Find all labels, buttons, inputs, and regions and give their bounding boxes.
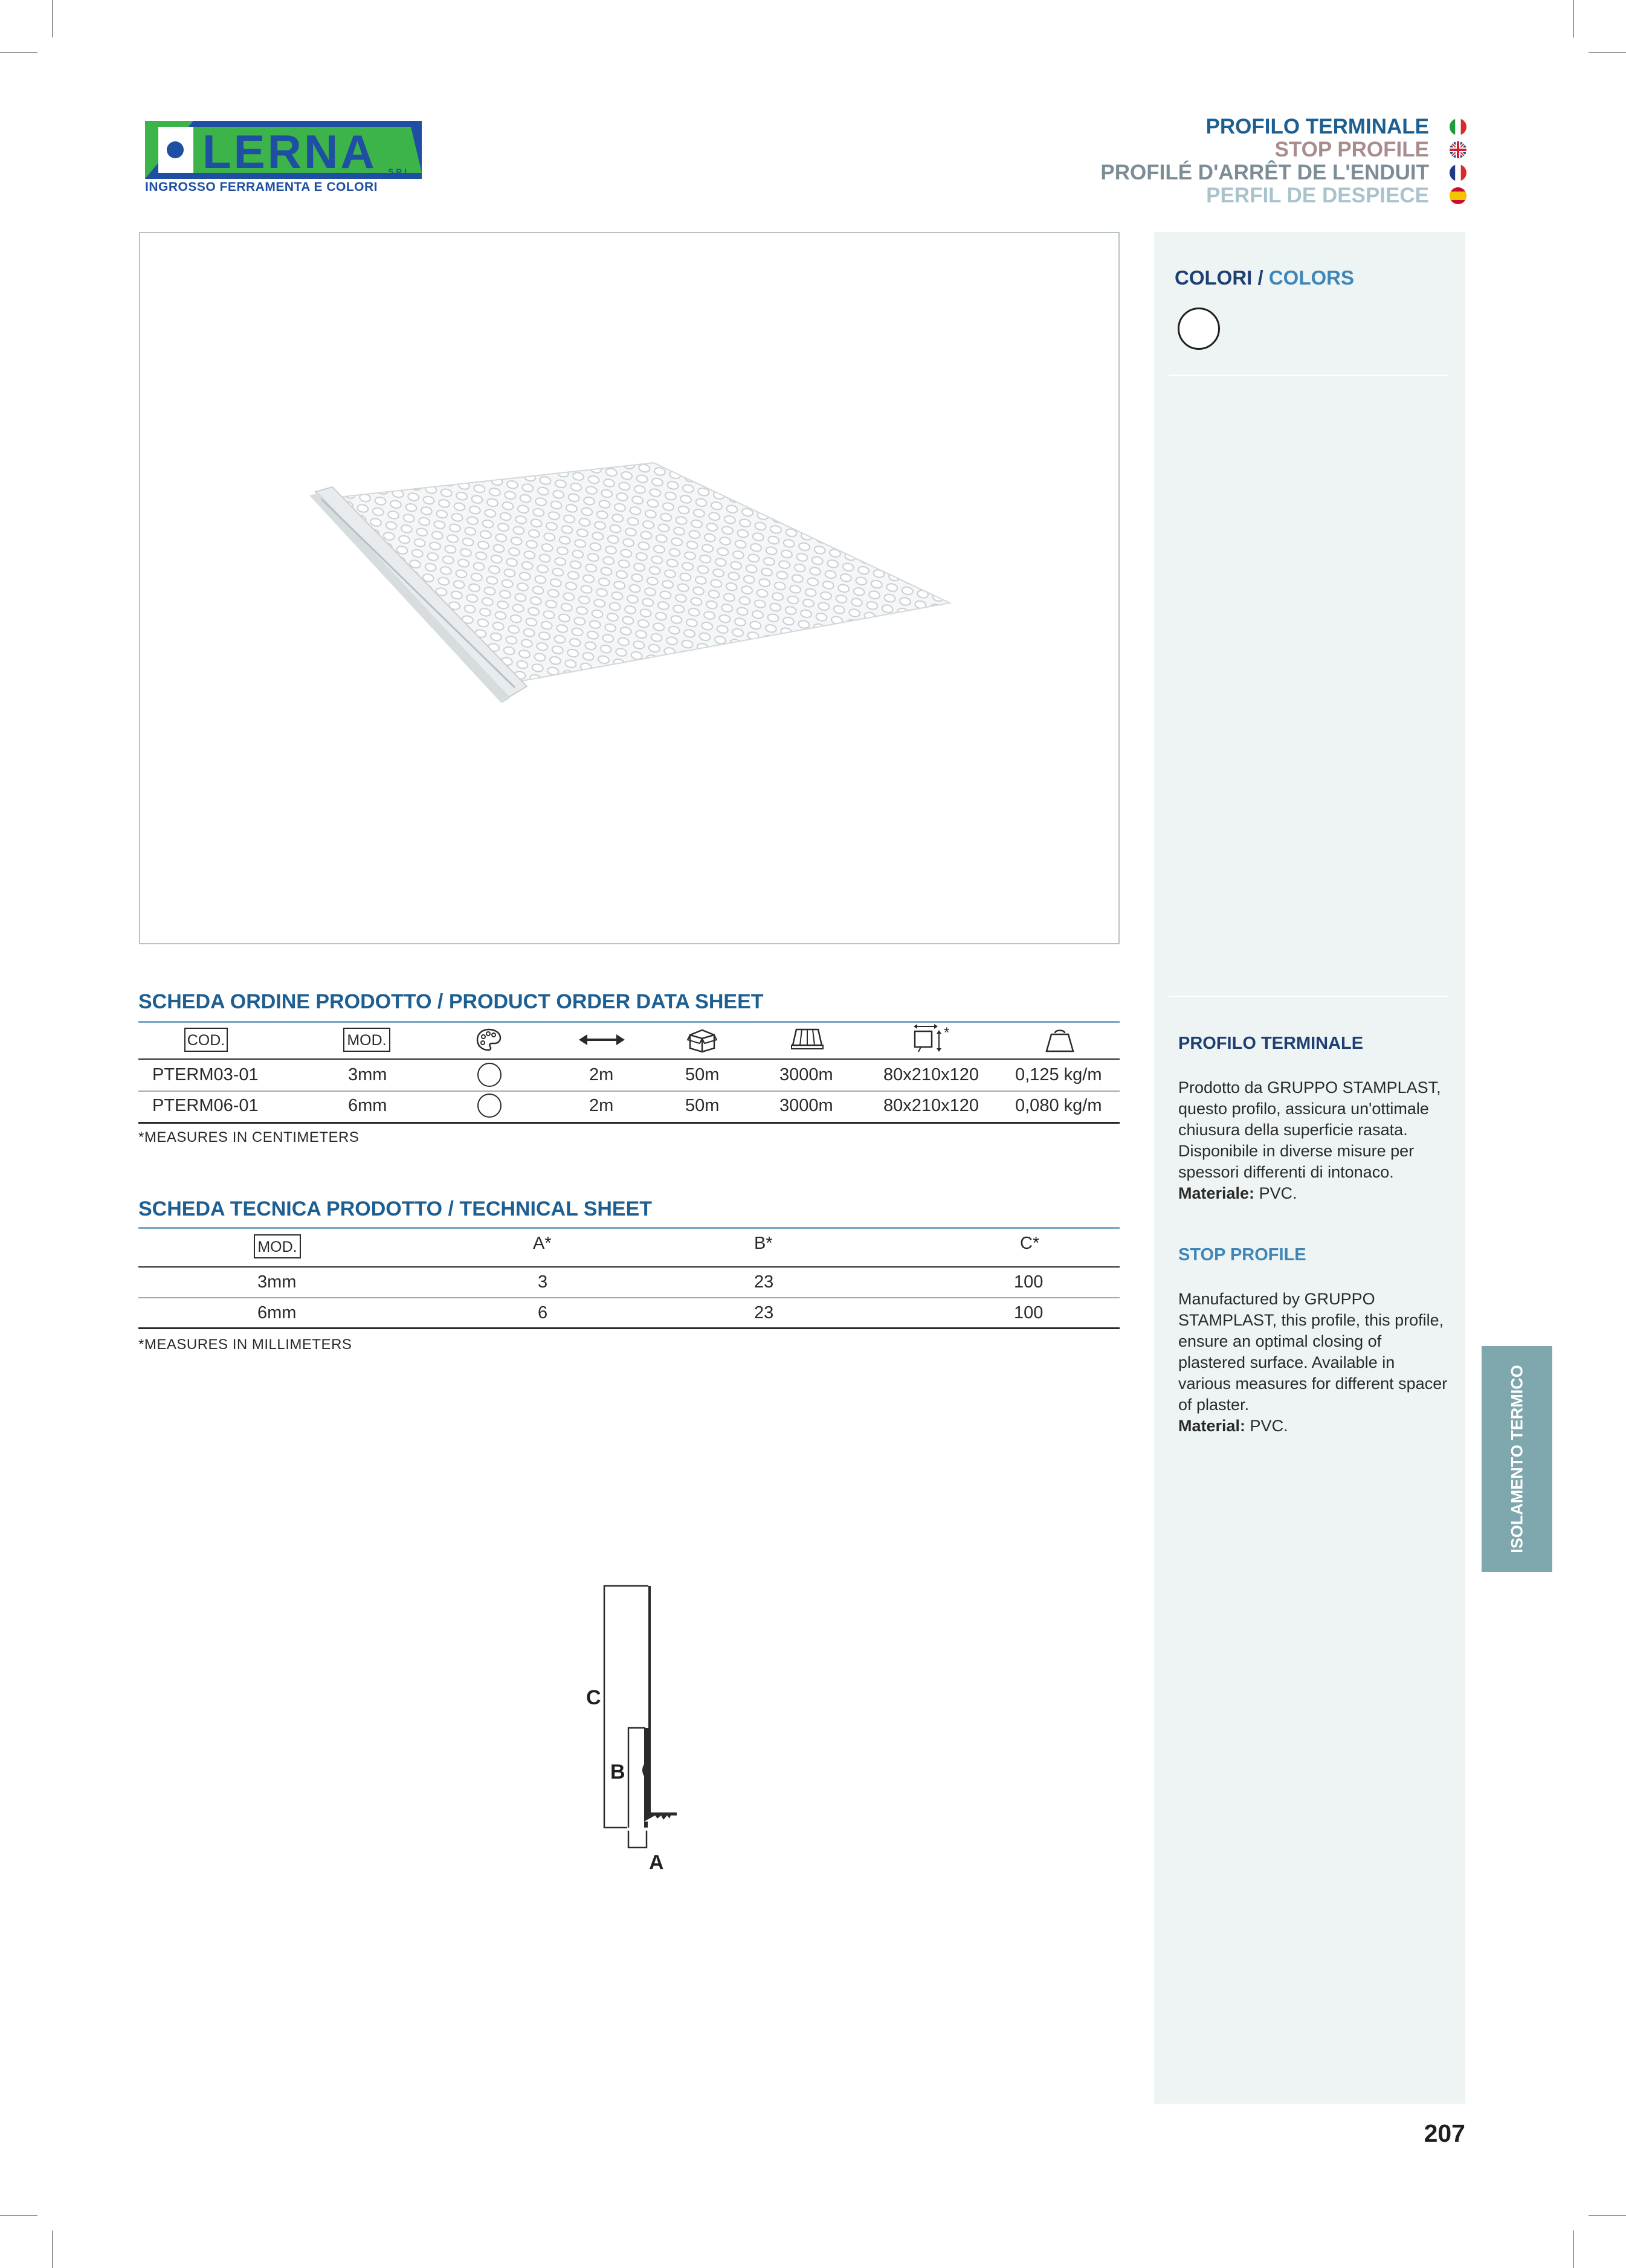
table-rule (138, 1021, 1120, 1023)
order-row-2-dims: 80x210x120 (883, 1096, 979, 1115)
stop-profile-product-image (140, 233, 1118, 943)
crop-mark (52, 2231, 53, 2268)
sidebar-en-title: STOP PROFILE (1178, 1245, 1306, 1264)
title-en: STOP PROFILE (1274, 138, 1429, 161)
tech-b-header: B* (754, 1234, 773, 1253)
box-icon (686, 1026, 718, 1053)
color-swatch-white (1178, 308, 1220, 350)
fr-flag-icon (1450, 164, 1466, 181)
title-it: PROFILO TERMINALE (1205, 115, 1429, 138)
es-flag-icon (1450, 187, 1466, 204)
tech-row-2-a: 6 (538, 1303, 548, 1322)
order-row-2-length: 2m (589, 1096, 614, 1115)
order-row-1-length: 2m (589, 1065, 614, 1084)
tech-a-header: A* (533, 1234, 552, 1253)
crop-mark (1573, 0, 1574, 37)
title-es: PERFIL DE DESPIECE (1206, 184, 1429, 207)
sidebar-it-description: Prodotto da GRUPPO STAMPLAST, questo profilo, assicura un'ottimale chiusura della superficie rasata. Disponibile in diverse misure per spessori differenti di intonaco. Materiale: PVC. (1178, 1078, 1441, 1202)
order-row-2-color-white (477, 1094, 502, 1118)
table-rule (138, 1058, 1120, 1060)
it-flag-icon (1450, 118, 1466, 135)
crop-mark (1573, 2231, 1574, 2268)
table-rule (138, 1297, 1120, 1298)
diagram-label-c: C (586, 1686, 601, 1709)
uk-flag-icon (1450, 141, 1466, 158)
tech-mod-header: MOD. (254, 1234, 301, 1258)
tech-sheet-note: *MEASURES IN MILLIMETERS (138, 1336, 352, 1353)
crop-mark (0, 52, 37, 53)
tech-row-2-c: 100 (1014, 1303, 1044, 1322)
palette-icon (476, 1027, 502, 1052)
logo-tagline: INGROSSO FERRAMENTA E COLORI (145, 180, 378, 194)
order-row-2-mod: 6mm (348, 1096, 387, 1115)
tech-sheet-title: SCHEDA TECNICA PRODOTTO / TECHNICAL SHEET (138, 1197, 653, 1220)
sidebar-it-title: PROFILO TERMINALE (1178, 1034, 1364, 1053)
logo-suffix: S.R.L. (388, 167, 412, 176)
table-rule (138, 1227, 1120, 1229)
order-sheet-title: SCHEDA ORDINE PRODOTTO / PRODUCT ORDER DATA SHEET (138, 990, 764, 1013)
order-row-1-cod: PTERM03-01 (152, 1065, 259, 1084)
profile-cross-section-diagram (580, 1583, 689, 1849)
order-row-1-color-white (477, 1063, 502, 1087)
crop-mark (1589, 2215, 1626, 2216)
tech-row-1-a: 3 (538, 1272, 548, 1292)
sidebar-en-description: Manufactured by GRUPPO STAMPLAST, this profile, this profile, ensure an optimal closing of plastered surface. Available in various measures for different spacer of plaster. Material: PVC. (1178, 1290, 1448, 1435)
table-rule (138, 1266, 1120, 1268)
order-row-2-pallet: 3000m (779, 1096, 833, 1115)
order-row-1-box: 50m (685, 1065, 720, 1084)
tech-row-1-b: 23 (754, 1272, 774, 1292)
section-tab-label: ISOLAMENTO TERMICO (1508, 1365, 1526, 1553)
order-row-1-weight: 0,125 kg/m (1015, 1065, 1102, 1084)
tech-row-1-c: 100 (1014, 1272, 1044, 1292)
cod-header: COD. (184, 1028, 228, 1052)
table-rule (138, 1091, 1120, 1092)
tech-c-header: C* (1020, 1234, 1040, 1253)
crop-mark (1589, 52, 1626, 53)
crop-mark (52, 0, 53, 37)
order-row-1-dims: 80x210x120 (883, 1065, 979, 1084)
mod-header: MOD. (343, 1028, 390, 1052)
table-rule (138, 1327, 1120, 1329)
product-photo-frame (139, 232, 1120, 944)
table-rule (138, 1122, 1120, 1124)
dimensions-asterisk: * (944, 1025, 950, 1041)
svg-text:LERNA: LERNA (202, 125, 377, 178)
tech-row-2-mod: 6mm (257, 1303, 297, 1322)
tech-row-1-mod: 3mm (257, 1272, 297, 1292)
section-tab (1482, 1346, 1552, 1572)
order-row-2-box: 50m (685, 1096, 720, 1115)
order-row-1-pallet: 3000m (779, 1065, 833, 1084)
sidebar-divider (1169, 996, 1448, 997)
order-row-2-weight: 0,080 kg/m (1015, 1096, 1102, 1115)
diagram-label-b: B (610, 1761, 625, 1783)
weight-icon (1045, 1027, 1074, 1052)
tech-row-2-b: 23 (754, 1303, 774, 1322)
crop-mark (0, 2215, 37, 2216)
title-fr: PROFILÉ D'ARRÊT DE L'ENDUIT (1100, 161, 1429, 184)
order-sheet-note: *MEASURES IN CENTIMETERS (138, 1129, 360, 1145)
diagram-label-a: A (649, 1851, 664, 1874)
sidebar-divider (1169, 375, 1448, 376)
colors-title: COLORI / COLORS (1175, 266, 1355, 289)
order-row-1-mod: 3mm (348, 1065, 387, 1084)
pallet-icon (790, 1027, 824, 1051)
length-arrow-icon (579, 1031, 625, 1048)
order-row-2-cod: PTERM06-01 (152, 1096, 259, 1115)
page-number: 207 (1424, 2119, 1465, 2147)
